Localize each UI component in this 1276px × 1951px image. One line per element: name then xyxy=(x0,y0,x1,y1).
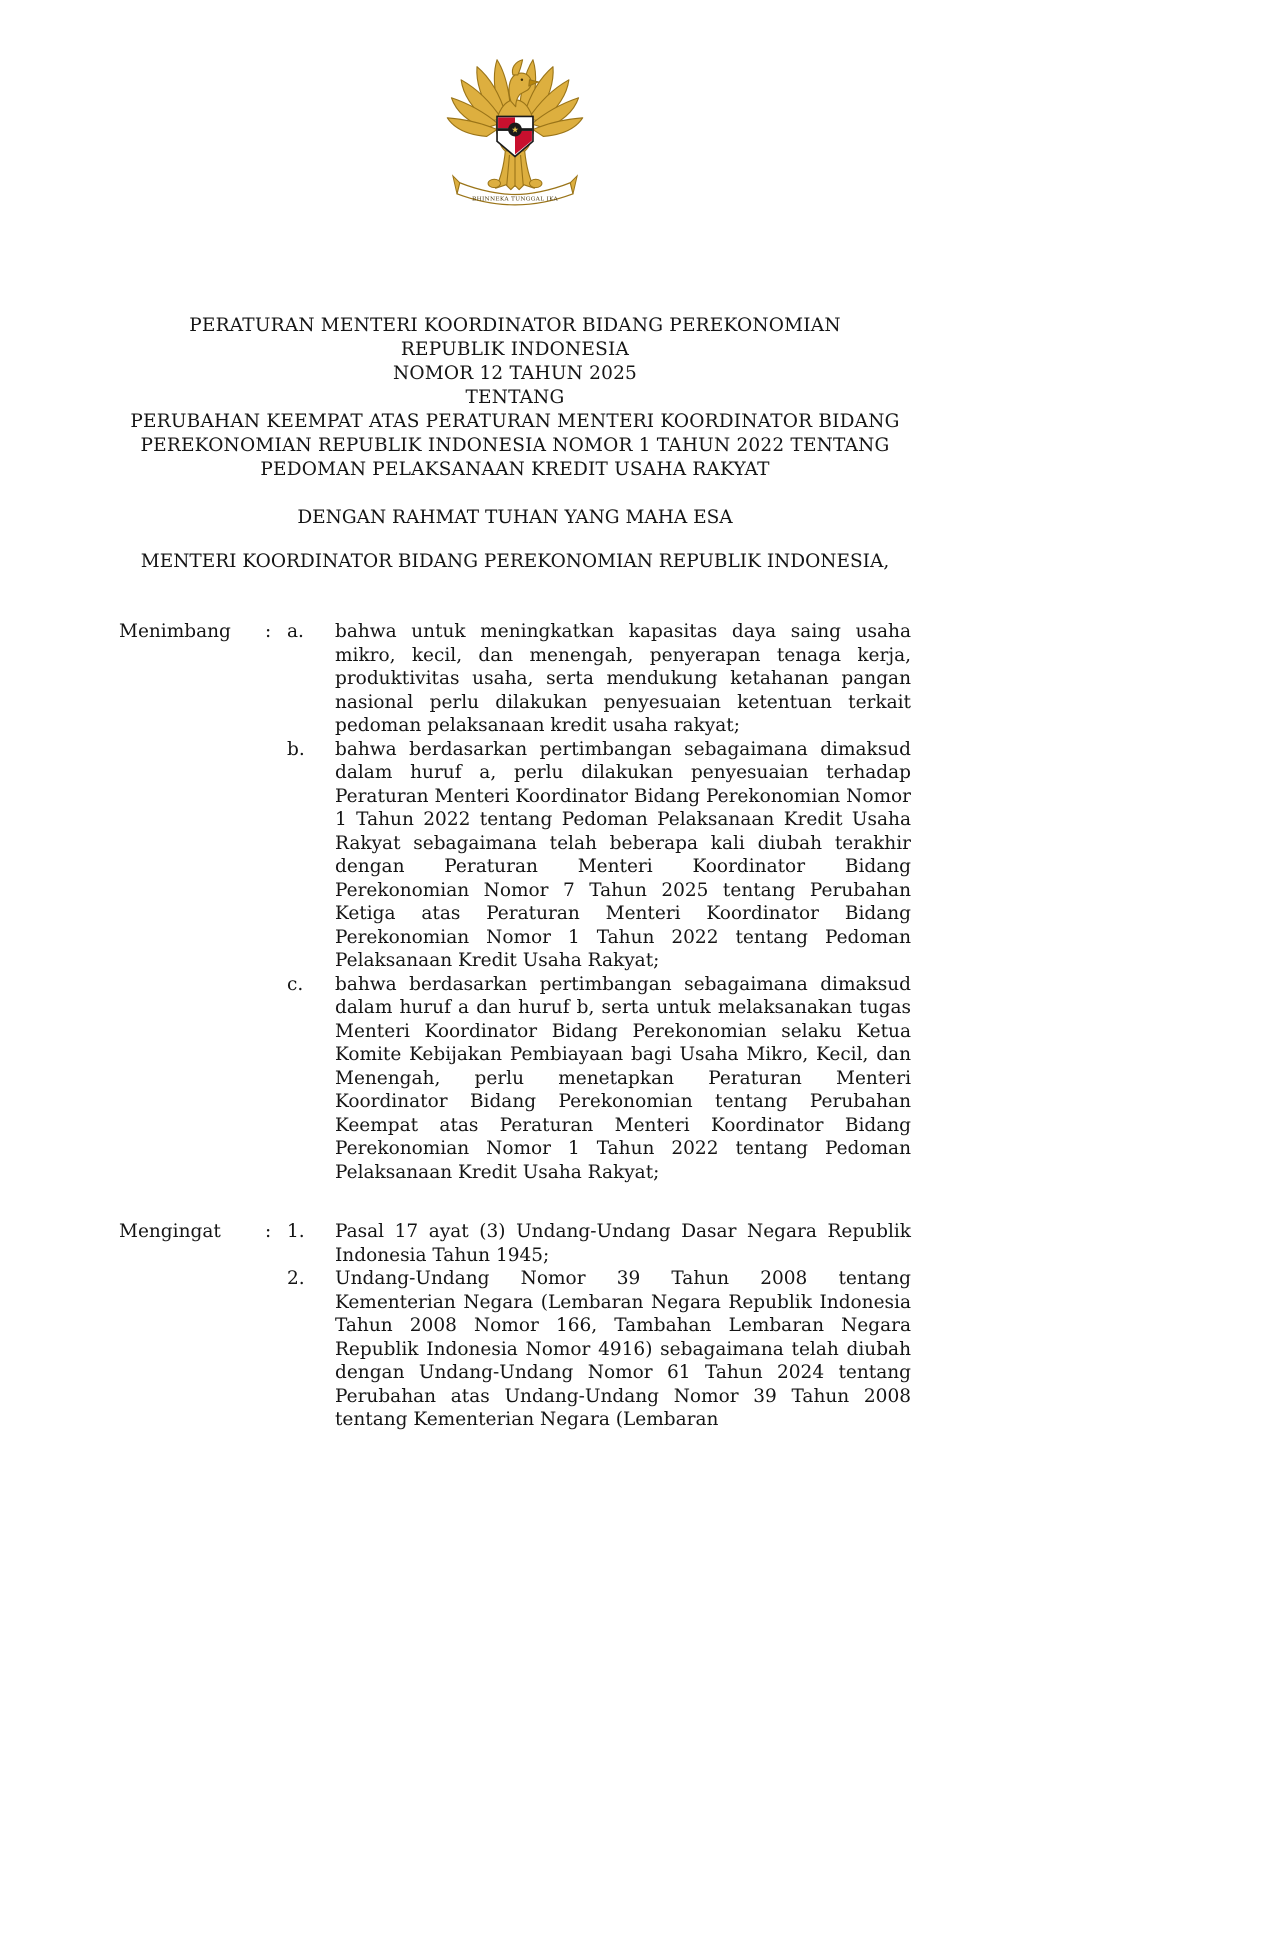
list-item xyxy=(287,620,911,738)
title-line: PEDOMAN PELAKSANAAN KREDIT USAHA RAKYAT xyxy=(260,459,770,480)
emblem-wrap xyxy=(119,0,911,216)
item-marker: 2. xyxy=(287,1268,305,1289)
list-item xyxy=(287,1220,911,1267)
title-block xyxy=(119,314,911,482)
list-item xyxy=(287,738,911,973)
section-colon: : xyxy=(265,1221,272,1242)
item-marker: b. xyxy=(287,738,305,760)
list-item xyxy=(287,1267,911,1432)
section-mengingat xyxy=(119,1220,911,1432)
shield-star-icon: ★ xyxy=(511,124,519,135)
invocation-line: DENGAN RAHMAT TUHAN YANG MAHA ESA xyxy=(297,507,733,528)
item-marker: 1. xyxy=(287,1221,305,1242)
item-text: bahwa berdasarkan pertimbangan sebagaimana dimaksud dalam huruf a, perlu dilakukan penyesuaian terhadap Peraturan Menteri Koordinator Bidang Perekonomian Nomor 1 Tahun 2022 tentang Pedoman Pelaksanaan Kredit Usaha Rakyat sebagaimana telah beberapa kali diubah terakhir dengan Peraturan Menteri Koordinator Bidang Perekonomian Nomor 7 Tahun 2025 tentang Perubahan Ketiga atas Peraturan Menteri Koordinator Bidang Perekonomian Nomor 1 Tahun 2022 tentang Pedoman Pelaksanaan Kredit Usaha Rakyat; xyxy=(335,738,911,971)
title-line: PERUBAHAN KEEMPAT ATAS PERATURAN MENTERI KOORDINATOR BIDANG xyxy=(130,411,900,432)
section-items xyxy=(287,1220,911,1432)
authority-line: MENTERI KOORDINATOR BIDANG PEREKONOMIAN REPUBLIK INDONESIA, xyxy=(140,551,890,572)
document-content xyxy=(119,0,911,1432)
title-line: PEREKONOMIAN REPUBLIK INDONESIA NOMOR 1 TAHUN 2022 TENTANG xyxy=(140,435,890,456)
garuda-pancasila-emblem xyxy=(439,50,591,216)
section-label: Mengingat xyxy=(119,1221,221,1242)
item-text: bahwa untuk meningkatkan kapasitas daya saing usaha mikro, kecil, dan menengah, penyerapan tenaga kerja, produktivitas usaha, serta mendukung ketahanan pangan nasional perlu dilakukan penyesuaian ketentuan terkait pedoman pelaksanaan kredit usaha rakyat; xyxy=(335,621,911,736)
pancasila-shield xyxy=(497,116,533,156)
section-label: Menimbang xyxy=(119,621,231,642)
title-line: REPUBLIK INDONESIA xyxy=(400,339,630,360)
item-text: Undang-Undang Nomor 39 Tahun 2008 tentang Kementerian Negara (Lembaran Negara Republik Indonesia Tahun 2008 Nomor 166, Tambahan Lembaran Negara Republik Indonesia Nomor 4916) sebagaimana telah diubah dengan Undang-Undang Nomor 61 Tahun 2024 tentang Perubahan atas Undang-Undang Nomor 39 Tahun 2008 tentang Kementerian Negara (Lembaran xyxy=(335,1268,911,1430)
section-menimbang xyxy=(119,620,911,1184)
list-item xyxy=(287,973,911,1185)
item-marker: a. xyxy=(287,621,304,642)
item-text: Pasal 17 ayat (3) Undang-Undang Dasar Negara Republik Indonesia Tahun 1945; xyxy=(335,1221,911,1266)
section-colon: : xyxy=(265,621,272,642)
section-items xyxy=(287,620,911,1184)
item-marker: c. xyxy=(287,973,304,995)
item-text: bahwa berdasarkan pertimbangan sebagaimana dimaksud dalam huruf a dan huruf b, serta untuk melaksanakan tugas Menteri Koordinator Bidang Perekonomian selaku Ketua Komite Kebijakan Pembiayaan bagi Usaha Mikro, Kecil, dan Menengah, perlu menetapkan Peraturan Menteri Koordinator Bidang Perekonomian tentang Perubahan Keempat atas Peraturan Menteri Koordinator Bidang Perekonomian Nomor 1 Tahun 2022 tentang Pedoman Pelaksanaan Kredit Usaha Rakyat; xyxy=(335,973,911,1183)
title-line: NOMOR 12 TAHUN 2025 xyxy=(392,363,638,384)
title-line: TENTANG xyxy=(465,387,565,408)
preamble-sections xyxy=(119,620,911,1432)
emblem-motto: BHINNEKA TUNGGAL IKA xyxy=(471,196,559,203)
title-line: PERATURAN MENTERI KOORDINATOR BIDANG PEREKONOMIAN xyxy=(189,315,841,336)
